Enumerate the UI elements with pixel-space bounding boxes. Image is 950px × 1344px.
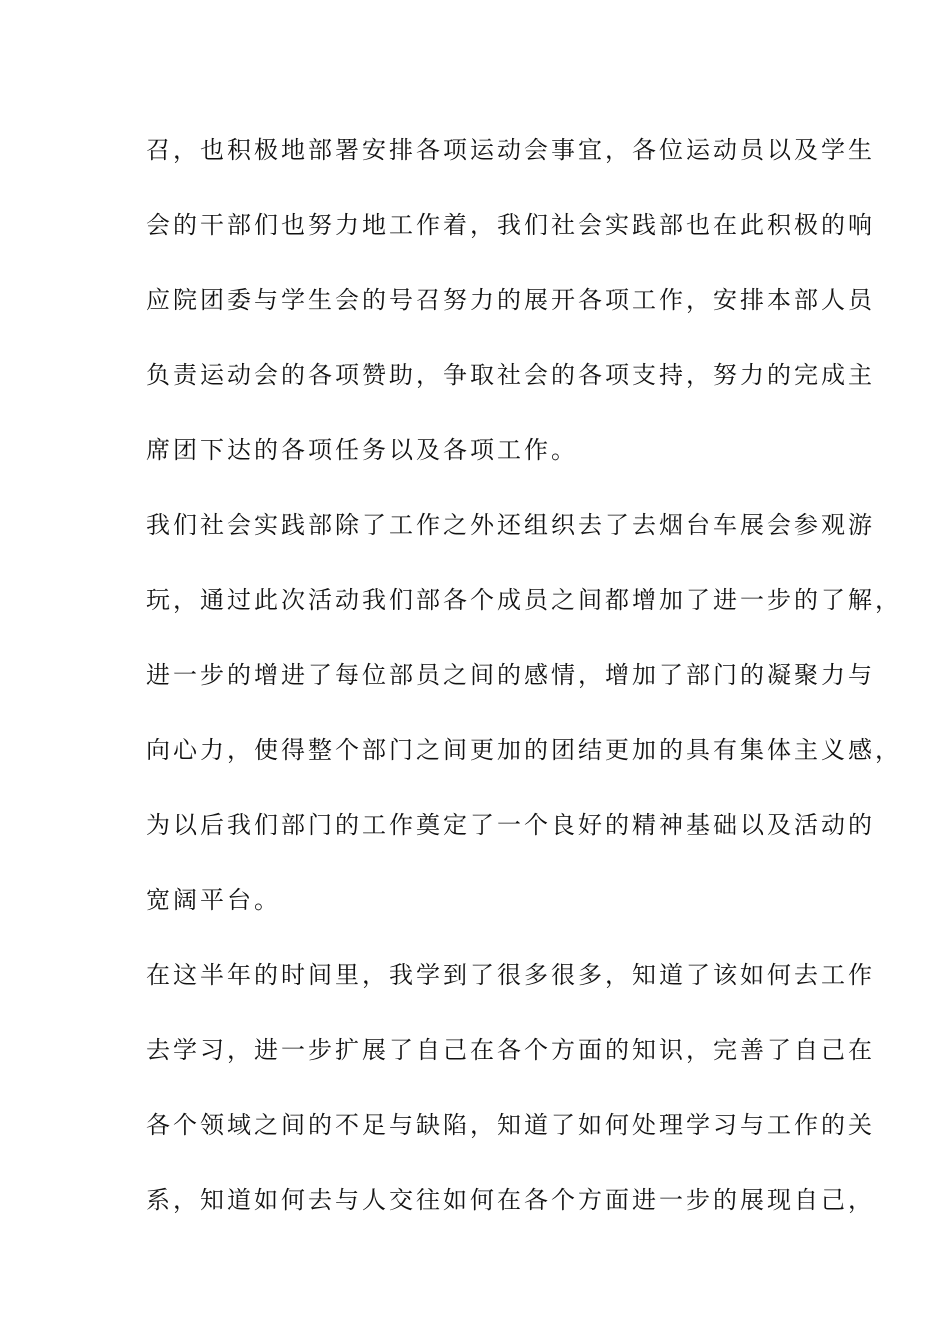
text-line: 进一步的增进了每位部员之间的感情，增加了部门的凝聚力与 <box>146 661 875 689</box>
text-line: 为以后我们部门的工作奠定了一个良好的精神基础以及活动的 <box>146 811 875 839</box>
text-line: 席团下达的各项任务以及各项工作。 <box>146 436 578 464</box>
text-line: 负责运动会的各项赞助，争取社会的各项支持，努力的完成主 <box>146 361 875 389</box>
text-line: 向心力，使得整个部门之间更加的团结更加的具有集体主义感， <box>146 736 902 764</box>
text-line: 系，知道如何去与人交往如何在各个方面进一步的展现自己， <box>146 1186 875 1214</box>
text-line: 各个领域之间的不足与缺陷，知道了如何处理学习与工作的关 <box>146 1111 875 1139</box>
text-line: 在这半年的时间里，我学到了很多很多，知道了该如何去工作 <box>146 961 875 989</box>
text-line: 宽阔平台。 <box>146 886 281 914</box>
text-line: 应院团委与学生会的号召努力的展开各项工作，安排本部人员 <box>146 286 875 314</box>
text-line: 我们社会实践部除了工作之外还组织去了去烟台车展会参观游 <box>146 511 875 539</box>
text-line: 会的干部们也努力地工作着，我们社会实践部也在此积极的响 <box>146 211 875 239</box>
text-line: 召，也积极地部署安排各项运动会事宜，各位运动员以及学生 <box>146 136 875 164</box>
text-line: 去学习，进一步扩展了自己在各个方面的知识，完善了自己在 <box>146 1036 875 1064</box>
text-line: 玩，通过此次活动我们部各个成员之间都增加了进一步的了解， <box>146 586 902 614</box>
